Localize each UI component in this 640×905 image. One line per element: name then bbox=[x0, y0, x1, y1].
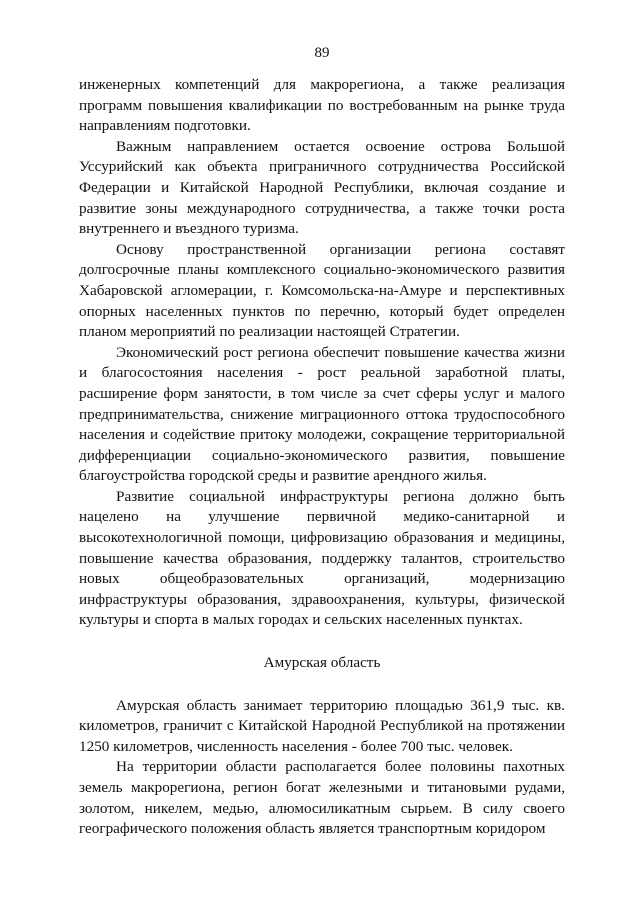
paragraph: Амурская область занимает территорию площадью 361,9 тыс. кв. километров, граничит с Китайской Народной Республикой на протяжении 1250 километров, численность населения - более 700 тыс. человек. bbox=[79, 696, 565, 755]
section-heading: Амурская область bbox=[263, 654, 381, 672]
paragraph: Экономический рост региона обеспечит повышение качества жизни и благосостояния населения - рост реальной заработной платы, расширение форм занятости, в том числе за счет сферы услуг и малого предпринимательства, снижение миграционного оттока трудоспособного населения и содействие притоку молодежи, сокращение территориальной дифференциации социально-экономического развития, повышение благоустройства городской среды и развитие арендного жилья. bbox=[79, 343, 565, 485]
paragraph: Основу пространственной организации региона составят долгосрочные планы комплексного социально-экономического развития Хабаровской агломерации, г. Комсомольска-на-Амуре и перспективных опорных населенных пунктов по перечню, который будет определен планом мероприятий по реализации настоящей Стратегии. bbox=[79, 240, 565, 341]
paragraph: Развитие социальной инфраструктуры региона должно быть нацелено на улучшение первичной медико-санитарной и высокотехнологичной помощи, цифровизацию образования и медицины, повышение качества образования, поддержку талантов, строительство новых общеобразовательных организаций, модернизацию инфраструктуры образования, здравоохранения, культуры, физической культуры и спорта в малых городах и сельских населенных пунктах. bbox=[79, 487, 565, 629]
page-number: 89 bbox=[314, 45, 330, 61]
paragraph: На территории области располагается более половины пахотных земель макрорегиона, регион богат железными и титановыми рудами, золотом, никелем, медью, алюмосиликатным сырьем. В силу своего географического положения область является транспортным коридором bbox=[79, 758, 565, 838]
paragraph: инженерных компетенций для макрорегиона, а также реализация программ повышения квалификации по востребованным на рынке труда направлениям подготовки. bbox=[79, 76, 565, 135]
paragraph: Важным направлением остается освоение острова Большой Уссурийский как объекта приграничного сотрудничества Российской Федерации и Китайской Народной Республики, включая создание и развитие зоны международного сотрудничества, а также точки роста внутреннего и въездного туризма. bbox=[79, 137, 565, 238]
document-body bbox=[79, 75, 565, 840]
